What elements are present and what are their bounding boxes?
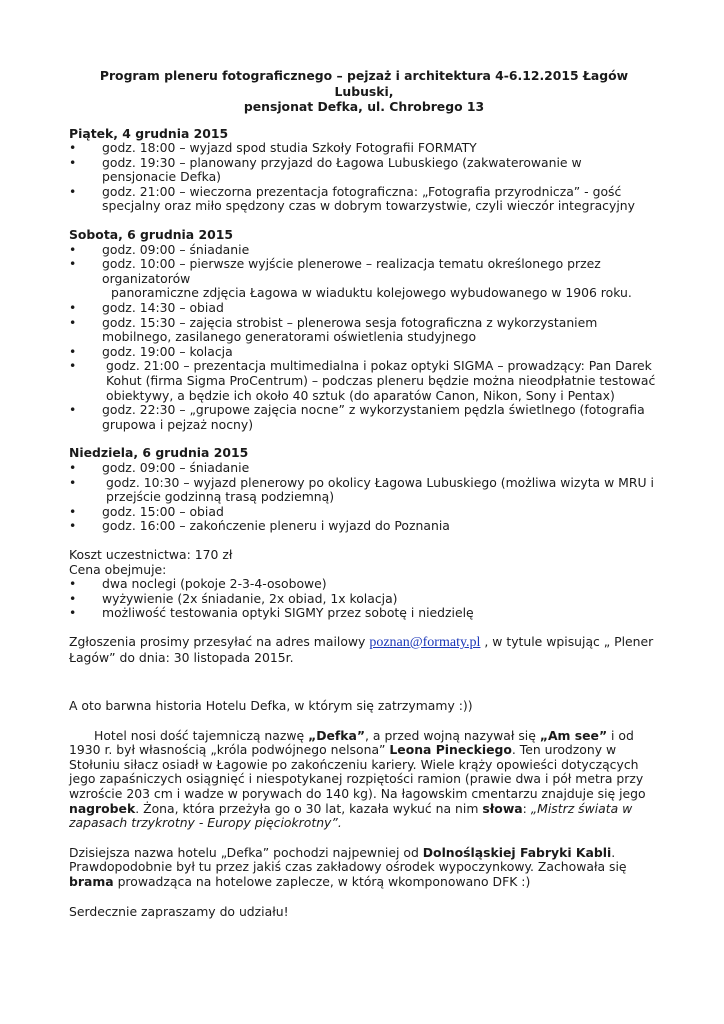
cost-line: Koszt uczestnictwa: 170 zł bbox=[69, 546, 233, 562]
closing-line: Serdecznie zapraszamy do udziału! bbox=[69, 903, 289, 919]
list-item-continuation: panoramiczne zdjęcia Łagowa w wiaduktu kolejowego wybudowanego w 1906 roku. bbox=[111, 285, 632, 301]
list-item: • godz. 19:00 – kolacja bbox=[69, 345, 659, 360]
text-run: i od 1930 r. był własnością „króla podwójnego nelsona” bbox=[69, 727, 634, 758]
history-paragraph-1 bbox=[69, 729, 659, 831]
list-item: • godz. 15:30 – zajęcia strobist – plenerowa sesja fotograficzna z wykorzystaniem mobilnego, zasilanego generatorami oświetlenia studyjnego bbox=[69, 316, 659, 345]
list-item: • godz. 09:00 – śniadanie bbox=[69, 243, 659, 258]
sunday-heading: Niedziela, 6 grudnia 2015 bbox=[69, 445, 249, 461]
list-item: • godz. 22:30 – „grupowe zajęcia nocne” z wykorzystaniem pędzla świetlnego (fotografia grupowa i pejzaż nocny) bbox=[69, 403, 659, 432]
text-run: . Prawdopodobnie był tu przez jakiś czas zakładowy ośrodek wypoczynkowy. Zachowała się bbox=[69, 844, 627, 875]
document-title bbox=[69, 68, 659, 115]
cost-section bbox=[69, 548, 659, 621]
cost-includes-label: Cena obejmuje: bbox=[69, 561, 167, 577]
text-run: : bbox=[522, 800, 531, 816]
history-intro: A oto barwna historia Hotelu Defka, w którym się zatrzymamy :)) bbox=[69, 698, 473, 714]
text-run: Hotel nosi dość tajemniczą nazwę bbox=[94, 727, 309, 743]
history-paragraph-2 bbox=[69, 846, 659, 890]
words-word: słowa bbox=[482, 800, 523, 816]
gate-word: brama bbox=[69, 874, 114, 890]
list-item: • możliwość testowania optyki SIGMY przez sobotę i niedzielę bbox=[69, 606, 659, 621]
signup-text-before: Zgłoszenia prosimy przesyłać na adres mailowy bbox=[69, 633, 370, 649]
text-run: prowadząca na hotelowe zaplecze, w którą wkomponowano DFK :) bbox=[113, 874, 531, 890]
inscription-quote: „Mistrz świata w zapasach trzykrotny - Europy pięciokrotny”. bbox=[69, 800, 633, 831]
title-line-1: Program pleneru fotograficznego – pejzaż i architektura 4-6.12.2015 Łagów Lubuski, bbox=[99, 68, 629, 99]
list-item: • godz. 14:30 – obiad bbox=[69, 301, 659, 316]
document-page bbox=[69, 68, 659, 919]
text-run: . Ten urodzony w Stołuniu siłacz osiadł w Łagowie po zakończeniu kariery. Wiele krąży opowieści dotyczących jego zapaśniczych osiągnięć i niespotykanej rozpiętości ramion (prawie dwa i pół metra przy wzroście 203 cm i wadze w porywach do 140 kg). Na łagowskim cmentarzu znajduje się jego bbox=[69, 742, 646, 802]
text-run: . Żona, która przeżyła go o 30 lat, kazała wykuć na nim bbox=[135, 800, 483, 816]
list-item: • dwa noclegi (pokoje 2-3-4-osobowe) bbox=[69, 577, 659, 592]
list-item: • godz. 18:00 – wyjazd spod studia Szkoły Fotografii FORMATY bbox=[69, 141, 659, 156]
owner-name: Leona Pineckiego bbox=[389, 742, 512, 758]
list-item: • godz. 21:00 – wieczorna prezentacja fotograficzna: „Fotografia przyrodnicza” - gość specjalny oraz miło spędzony czas w dobrym towarzystwie, czyli wieczór integracyjny bbox=[69, 185, 659, 214]
sunday-section bbox=[69, 446, 659, 534]
factory-name: Dolnośląskiej Fabryki Kabli bbox=[422, 844, 612, 860]
list-item: • godz. 16:00 – zakończenie pleneru i wyjazd do Poznania bbox=[69, 519, 659, 534]
list-item: • godz. 10:30 – wyjazd plenerowy po okolicy Łagowa Lubuskiego (możliwa wizyta w MRU i przejście godzinną trasą podziemną) bbox=[69, 476, 659, 505]
list-item: • godz. 21:00 – prezentacja multimedialna i pokaz optyki SIGMA – prowadzący: Pan Darek Kohut (firma Sigma ProCentrum) – podczas pleneru będzie można nieodpłatnie testować obiektywy, a będzie ich około 40 sztuk (do aparatów Canon, Nikon, Sony i Pentax) bbox=[69, 359, 659, 403]
title-line-2: pensjonat Defka, ul. Chrobrego 13 bbox=[243, 99, 485, 114]
saturday-heading: Sobota, 6 grudnia 2015 bbox=[69, 227, 233, 243]
text-run: Dzisiejsza nazwa hotelu „Defka” pochodzi najpewniej od bbox=[69, 844, 423, 860]
list-item: • godz. 15:00 – obiad bbox=[69, 505, 659, 520]
grave-word: nagrobek bbox=[69, 800, 136, 816]
hotel-name-defka: „Defka” bbox=[308, 727, 366, 743]
spacer bbox=[69, 665, 659, 693]
list-item: • wyżywienie (2x śniadanie, 2x obiad, 1x kolacja) bbox=[69, 592, 659, 607]
list-item: • godz. 10:00 – pierwsze wyjście plenerowe – realizacja tematu określonego przez organizatorów bbox=[69, 257, 659, 286]
hotel-name-am-see: „Am see” bbox=[539, 727, 608, 743]
saturday-section bbox=[69, 228, 659, 432]
signup-text-after: , w tytule wpisując „ Plener Łagów” do dnia: 30 listopada 2015r. bbox=[69, 633, 654, 665]
friday-section bbox=[69, 127, 659, 215]
text-run: , a przed wojną nazywał się bbox=[365, 727, 540, 743]
friday-heading: Piątek, 4 grudnia 2015 bbox=[69, 125, 229, 141]
list-item: • godz. 19:30 – planowany przyjazd do Łagowa Lubuskiego (zakwaterowanie w pensjonacie Defka) bbox=[69, 156, 659, 185]
signup-paragraph bbox=[69, 635, 659, 665]
email-link[interactable]: poznan@formaty.pl bbox=[369, 634, 481, 650]
list-item: • godz. 09:00 – śniadanie bbox=[69, 461, 659, 476]
